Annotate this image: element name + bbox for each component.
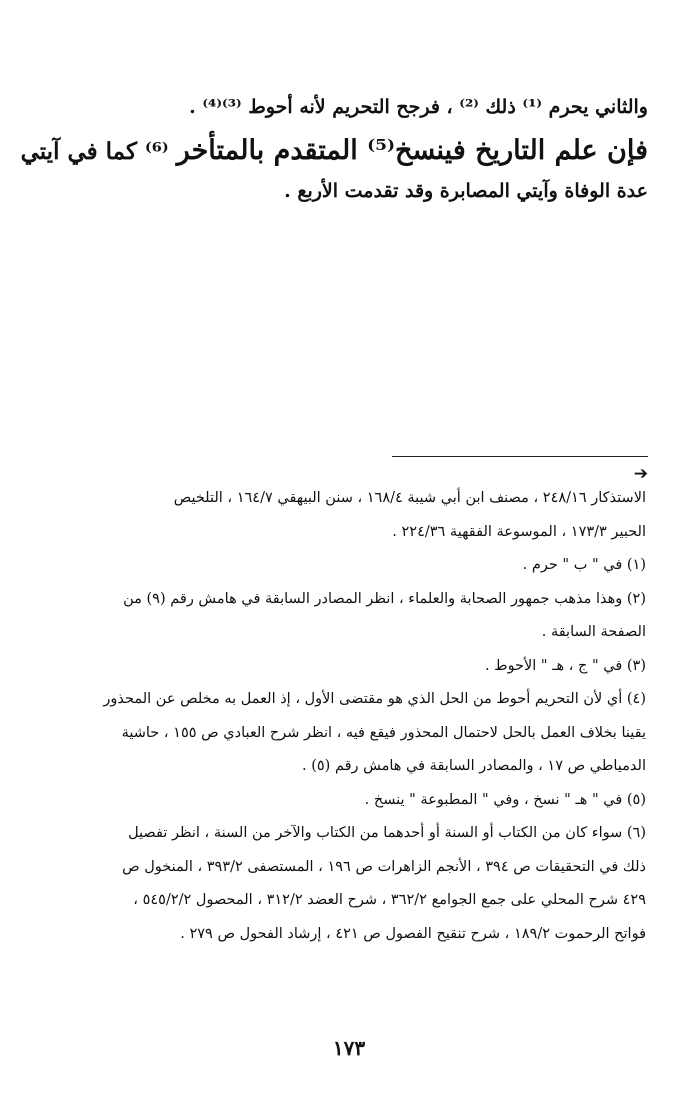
footnote-2-line-1: (٢) وهذا مذهب جمهور الصحابة والعلماء ، انظر المصادر السابقة في هامش رقم (٩) من	[123, 590, 646, 607]
main-text-block	[20, 84, 648, 209]
continuation-arrow-icon: ➔	[633, 464, 648, 484]
footnote-6-line-1: (٦) سواء كان من الكتاب أو السنة أو أحدهما من الكتاب والآخر من السنة ، انظر تفصيل	[128, 825, 646, 841]
footnote-4-line-1: (٤) أي لأن التحريم أحوط من الحل الذي هو مقتضى الأول ، إذ العمل به مخلص عن المحذور	[103, 691, 646, 707]
main-text-line-1: والثاني يحرم ⁽¹⁾ ذلك ⁽²⁾ ، فرجح التحريم لأنه أحوط ⁽³⁾⁽⁴⁾ .	[189, 96, 648, 118]
main-text-line-3: عدة الوفاة وآيتي المصابرة وقد تقدمت الأربع .	[284, 180, 648, 202]
footnote-6-line-4: فواتح الرحموت ١٨٩/٢ ، شرح تنقيح الفصول ص ٤٢١ ، إرشاد الفحول ص ٢٧٩ .	[180, 925, 646, 942]
footnote-top-spacer	[48, 462, 646, 482]
footnote-separator-rule	[392, 456, 648, 457]
section-heading-phrase: فإن علم التاريخ فينسخ⁽⁵⁾ المتقدم بالمتأخر	[176, 135, 648, 166]
footnote-4-line-2: يقينا بخلاف العمل بالحل لاحتمال المحذور فيقع فيه ، انظر شرح العبادي ص ١٥٥ ، حاشية	[121, 724, 646, 741]
footnote-continued-line-2: الحبير ١٧٣/٣ ، الموسوعة الفقهية ٢٢٤/٣٦ .	[392, 523, 646, 540]
page-number: ١٧٣	[332, 1036, 366, 1060]
footnote-continued-line-1: الاستذكار ٢٤٨/١٦ ، مصنف ابن أبي شيبة ١٦٨/٤ ، سنن البيهقي ١٦٤/٧ ، التلخيص	[173, 490, 646, 506]
footnote-1: (١) في " ب " حرم .	[522, 557, 646, 573]
footnote-2-line-2: الصفحة السابقة .	[541, 624, 646, 640]
footnotes-block	[48, 462, 646, 951]
footnote-5: (٥) في " هـ " نسخ ، وفي " المطبوعة " ينسخ .	[364, 791, 646, 808]
footnote-3: (٣) في " ج ، هـ " الأحوط .	[484, 657, 646, 674]
main-text-line-2-tail: ⁽⁶⁾ كما في آيتي	[20, 138, 169, 165]
footnote-6-line-3: ٤٢٩ شرح المحلي على جمع الجوامع ٣٦٢/٢ ، شرح العضد ٣١٢/٢ ، المحصول ٥٤٥/٢/٢ ،	[133, 892, 646, 908]
footnote-6-line-2: ذلك في التحقيقات ص ٣٩٤ ، الأنجم الزاهرات ص ١٩٦ ، المستصفى ٣٩٣/٢ ، المنخول ص	[122, 858, 646, 875]
main-text-line-2	[20, 130, 648, 173]
footnote-4-line-3: الدمياطي ص ١٧ ، والمصادر السابقة في هامش رقم (٥) .	[301, 758, 646, 774]
